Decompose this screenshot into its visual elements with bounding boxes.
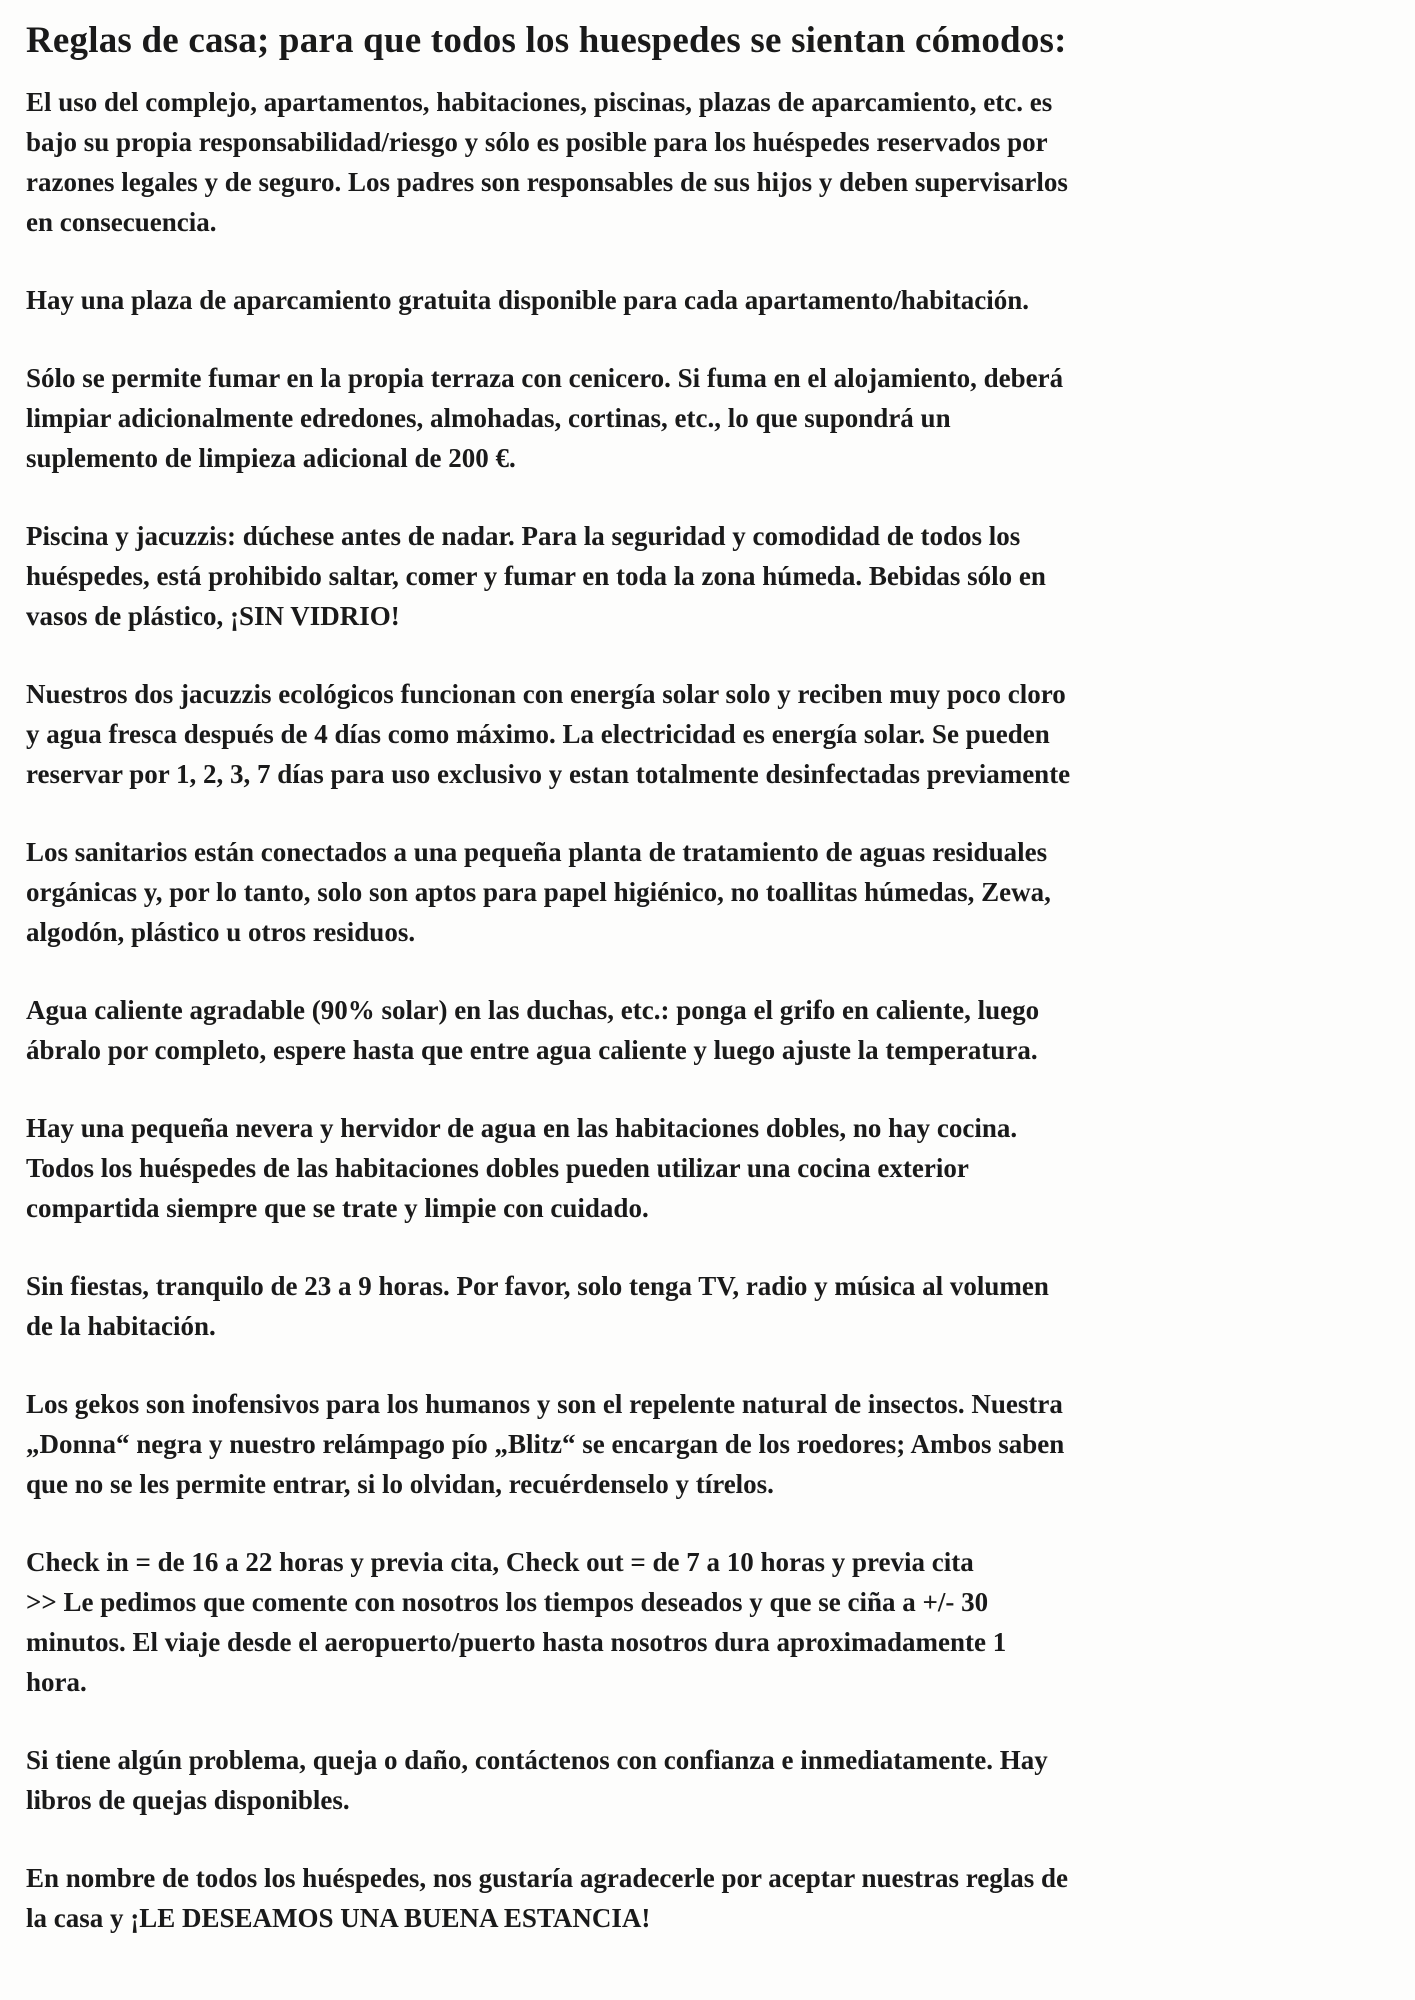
paragraph-closing: En nombre de todos los huéspedes, nos gustaría agradecerle por aceptar nuestras reglas de la casa y ¡LE DESEAMOS UNA BUENA ESTANCIA! xyxy=(26,1863,1069,1933)
paragraph-complaints: Si tiene algún problema, queja o daño, contáctenos con confianza e inmediatamente. Hay libros de quejas disponibles. xyxy=(26,1745,1048,1815)
paragraph-quiet-hours: Sin fiestas, tranquilo de 23 a 9 horas. Por favor, solo tenga TV, radio y música al volumen de la habitación. xyxy=(26,1271,1049,1341)
paragraph-responsibility: El uso del complejo, apartamentos, habitaciones, piscinas, plazas de aparcamiento, etc. es bajo su propia responsabilidad/riesgo y sólo es posible para los huéspedes reservados por razones legales y de seguro. Los padres son responsables de sus hijos y deben supervisarlos en consecuencia. xyxy=(26,87,1068,237)
paragraph-check-in-out: Check in = de 16 a 22 horas y previa cita, Check out = de 7 a 10 horas y previa cita >> Le pedimos que comente con nosotros los tiempos deseados y que se ciña a +/- 30 minutos. El viaje desde el aeropuerto/puerto hasta nosotros dura aproximadamente 1 hora. xyxy=(26,1547,1007,1697)
paragraph-kitchen: Hay una pequeña nevera y hervidor de agua en las habitaciones dobles, no hay cocina. Todos los huéspedes de las habitaciones dobles pueden utilizar una cocina exterior compartida siempre que se trate y limpie con cuidado. xyxy=(26,1113,1018,1223)
paragraph-smoking: Sólo se permite fumar en la propia terraza con cenicero. Si fuma en el alojamiento, deberá limpiar adicionalmente edredones, almohadas, cortinas, etc., lo que supondrá un suplemento de limpieza adicional de 200 €. xyxy=(26,363,1064,473)
house-rules-document xyxy=(26,14,1386,1976)
paragraph-parking: Hay una plaza de aparcamiento gratuita disponible para cada apartamento/habitación. xyxy=(26,285,1030,315)
paragraph-pool: Piscina y jacuzzis: dúchese antes de nadar. Para la seguridad y comodidad de todos los huéspedes, está prohibido saltar, comer y fumar en toda la zona húmeda. Bebidas sólo en vasos de plástico, ¡SIN VIDRIO! xyxy=(26,521,1046,631)
paragraph-jacuzzis: Nuestros dos jacuzzis ecológicos funcionan con energía solar solo y reciben muy poco cloro y agua fresca después de 4 días como máximo. La electricidad es energía solar. Se pueden reservar por 1, 2, 3, 7 días para uso exclusivo y estan totalmente desinfectadas previamente xyxy=(26,679,1071,789)
paragraph-hot-water: Agua caliente agradable (90% solar) en las duchas, etc.: ponga el grifo en caliente, luego ábralo por completo, espere hasta que entre agua caliente y luego ajuste la temperatura. xyxy=(26,995,1040,1065)
paragraph-sanitation: Los sanitarios están conectados a una pequeña planta de tratamiento de aguas residuales orgánicas y, por lo tanto, solo son aptos para papel higiénico, no toallitas húmedas, Zewa, algodón, plástico u otros residuos. xyxy=(26,837,1051,947)
paragraph-animals: Los gekos son inofensivos para los humanos y son el repelente natural de insectos. Nuestra „Donna“ negra y nuestro relámpago pío „Blitz“ se encargan de los roedores; Ambos saben que no se les permite entrar, si lo olvidan, recuérdenselo y tírelos. xyxy=(26,1389,1065,1499)
page-title: Reglas de casa; para que todos los huespedes se sientan cómodos: xyxy=(26,20,1067,61)
